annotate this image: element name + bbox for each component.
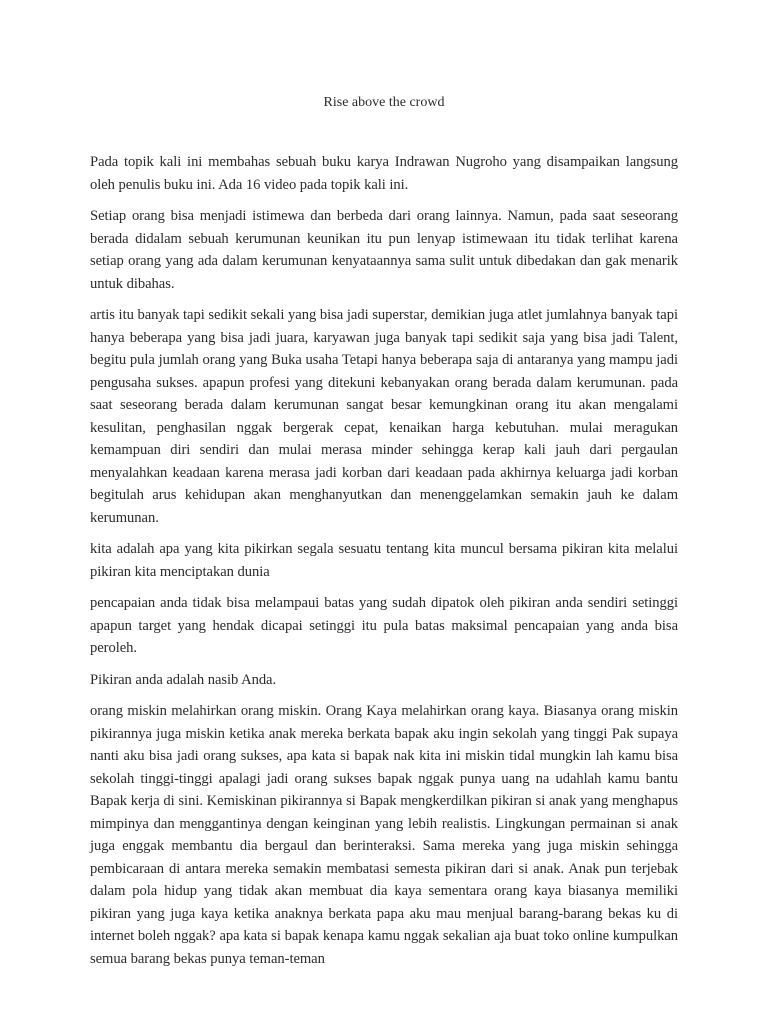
paragraph: pencapaian anda tidak bisa melampaui batas yang sudah dipatok oleh pikiran anda sendiri setinggi apapun target yang hendak dicapai setinggi itu pula batas maksimal pencapaian yang anda bisa peroleh. <box>90 595 678 656</box>
paragraph: Setiap orang bisa menjadi istimewa dan berbeda dari orang lainnya. Namun, pada saat seseorang berada didalam sebuah kerumunan keunikan itu pun lenyap istimewaan itu tidak terlihat karena setiap orang yang ada dalam kerumunan kenyataannya sama sulit untuk dibedakan dan gak menarik untuk dibahas. <box>90 208 678 292</box>
paragraph: Pada topik kali ini membahas sebuah buku karya Indrawan Nugroho yang disampaikan langsung oleh penulis buku ini. Ada 16 video pada topik kali ini. <box>90 154 678 193</box>
paragraph: orang miskin melahirkan orang miskin. Orang Kaya melahirkan orang kaya. Biasanya orang miskin pikirannya juga miskin ketika anak mereka berkata bapak aku ingin sekolah yang tinggi Pak supaya nanti aku bisa jadi orang sukses, apa kata si bapak nak kita ini miskin tidal mungkin lah kamu bisa sekolah tinggi-tinggi apalagi jadi orang sukses bapak nggak punya uang na udahlah kamu bantu Bapak kerja di sini. Kemiskinan pikirannya si Bapak mengkerdilkan pikiran si anak yang menghapus mimpinya dan menggantinya dengan keinginan yang lebih realistis. Lingkungan permainan si anak juga enggak membantu dia bergaul dan berinteraksi. Sama mereka yang juga miskin sehingga pembicaraan di antara mereka semakin membatasi semesta pikiran dari si anak. Anak pun terjebak dalam pola hidup yang tidak akan membuat dia kaya sementara orang kaya biasanya memiliki pikiran yang juga kaya ketika anaknya berkata papa aku mau menjual barang-barang bekas ku di internet boleh nggak? apa kata si bapak kenapa kamu nggak sekalian aja buat toko online kumpulkan semua barang bekas punya teman-teman <box>90 703 678 967</box>
document-title: Rise above the crowd <box>323 95 445 110</box>
paragraph: artis itu banyak tapi sedikit sekali yang bisa jadi superstar, demikian juga atlet jumlahnya banyak tapi hanya beberapa yang bisa jadi juara, karyawan juga banyak tapi sedikit saja yang bisa jadi Talent, begitu pula jumlah orang yang Buka usaha Tetapi hanya beberapa saja di antaranya yang mampu jadi pengusaha sukses. apapun profesi yang ditekuni kebanyakan orang berada dalam kerumunan. pada saat seseorang berada dalam kerumunan sangat besar kemungkinan orang itu akan mengalami kesulitan, penghasilan nggak bergerak cepat, kenaikan harga kebutuhan. mulai meragukan kemampuan diri sendiri dan mulai merasa minder sehingga kerap kali jauh dari pergaulan menyalahkan keadaan karena merasa jadi korban dari keadaan pada akhirnya keluarga jadi korban begitulah arus kehidupan akan menghanyutkan dan menenggelamkan semakin jauh ke dalam kerumunan. <box>90 307 678 526</box>
paragraph: kita adalah apa yang kita pikirkan segala sesuatu tentang kita muncul bersama pikiran kita melalui pikiran kita menciptakan dunia <box>90 541 678 580</box>
document-body <box>90 151 678 979</box>
paragraph: Pikiran anda adalah nasib Anda. <box>90 671 277 688</box>
